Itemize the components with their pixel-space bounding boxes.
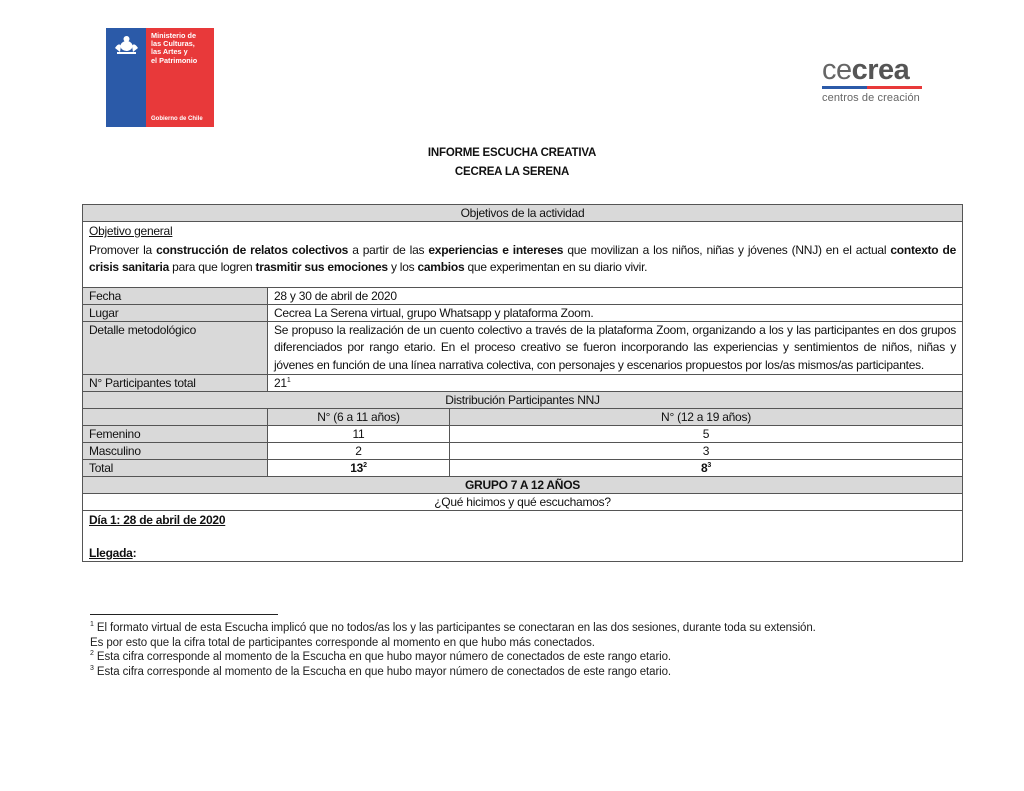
lugar-row: [83, 305, 963, 322]
objective-text: [89, 242, 956, 276]
cecrea-wordmark-light: ce: [822, 54, 852, 86]
total-value: 13: [350, 460, 364, 475]
lugar-value: Cecrea La Serena virtual, grupo Whatsapp y plataforma Zoom.: [268, 305, 963, 322]
total-value: 8: [700, 460, 708, 475]
day-label: Día 1: 28 de abril de 2020: [89, 512, 226, 527]
objective-emphasis: contexto de crisis sanitaria: [89, 243, 956, 274]
coat-of-arms-icon: [113, 34, 140, 56]
table-row: [83, 425, 963, 442]
table-row: [83, 442, 963, 459]
cell-value: 3: [450, 442, 963, 459]
total-row: [83, 459, 963, 476]
document-title: INFORME ESCUCHA CREATIVA: [427, 147, 597, 159]
objective-fragment: que movilizan a los niños, niñas y jóvenes (NNJ) en el actual: [563, 243, 891, 257]
document-subtitle: CECREA LA SERENA: [454, 166, 570, 178]
objectives-header: Objetivos de la actividad: [83, 205, 963, 222]
group-header: GRUPO 7 A 12 AÑOS: [83, 476, 963, 493]
ministry-logo-blue-panel: [106, 28, 146, 127]
footnote-mark: 3: [90, 664, 94, 672]
cecrea-wordmark: [822, 55, 922, 85]
detalle-row: [83, 322, 963, 375]
ministry-name-line: las Culturas,: [151, 39, 195, 49]
cecrea-tagline: centros de creación: [822, 92, 920, 104]
footnote-mark: 2: [90, 650, 94, 658]
participantes-row: [83, 374, 963, 391]
ministry-name-line: el Patrimonio: [151, 55, 198, 65]
fecha-value: 28 y 30 de abril de 2020: [268, 288, 963, 305]
day-content-cell: [83, 510, 963, 561]
distribution-header: Distribución Participantes NNJ: [83, 391, 963, 408]
objective-emphasis: experiencias e intereses: [428, 243, 564, 257]
fecha-label: Fecha: [83, 288, 268, 305]
column-header-12-19: N° (12 a 19 años): [450, 408, 963, 425]
fecha-row: [83, 288, 963, 305]
participantes-value: [268, 374, 963, 391]
objective-row: [83, 222, 963, 288]
objective-emphasis: cambios: [417, 260, 465, 274]
question-header: ¿Qué hicimos y qué escuchamos?: [83, 493, 963, 510]
question-header-row: [83, 493, 963, 510]
day-content-row: [83, 510, 963, 561]
footnotes: [90, 621, 816, 679]
ministry-name-line: las Artes y: [151, 47, 188, 57]
objective-fragment: y los: [387, 260, 418, 274]
participantes-number: 21: [274, 375, 287, 390]
footnote-mark: 1: [90, 621, 94, 629]
total-label: Total: [83, 459, 268, 476]
total-6-11: [268, 459, 450, 476]
objective-fragment: a partir de las: [348, 243, 429, 257]
arrival-colon: :: [132, 545, 137, 560]
total-12-19: [450, 459, 963, 476]
ministry-logo: [106, 28, 214, 127]
group-header-row: [83, 476, 963, 493]
objective-emphasis: trasmitir sus emociones: [255, 260, 388, 274]
footnote-ref: 3: [707, 461, 712, 469]
footnote-text: Esta cifra corresponde al momento de la Escucha en que hubo mayor número de conectados de este rango etario.: [93, 665, 672, 678]
footnote-ref: 1: [286, 376, 291, 384]
cecrea-logo: [822, 55, 922, 104]
objective-fragment: para que logren: [169, 260, 256, 274]
objective-fragment: Promover la: [89, 243, 157, 257]
detalle-value: Se propuso la realización de un cuento colectivo a través de la plataforma Zoom, organizando a los y las participantes en dos grupos diferenciados por rango etario. En el proceso creativo se fueron incorporando las experiencias y sentimientos de niños, niñas y jóvenes en función de una línea narrativa colectiva, con personajes y escenarios propuestos por los/as mismos/as participantes.: [268, 322, 963, 375]
detalle-label: Detalle metodológico: [83, 322, 268, 375]
objective-cell: [83, 222, 963, 288]
cecrea-flag-bar: [822, 86, 922, 89]
cell-value: 2: [268, 442, 450, 459]
footnote-text: El formato virtual de esta Escucha implicó que no todos/as los y las participantes se conectaran en las dos sesiones, durante toda su extensión.: [93, 622, 816, 634]
cell-value: 11: [268, 425, 450, 442]
footnote: [90, 636, 816, 651]
cell-value: 5: [450, 425, 963, 442]
activity-report-table: [82, 204, 963, 562]
arrival-heading: [89, 545, 956, 561]
cecrea-wordmark-bold: crea: [851, 54, 910, 86]
distribution-columns-row: [83, 408, 963, 425]
lugar-label: Lugar: [83, 305, 268, 322]
section-header-row: [83, 205, 963, 222]
row-label: Masculino: [83, 442, 268, 459]
footnote-text: Esta cifra corresponde al momento de la Escucha en que hubo mayor número de conectados de este rango etario.: [93, 651, 672, 664]
row-label: Femenino: [83, 425, 268, 442]
column-header-6-11: N° (6 a 11 años): [268, 408, 450, 425]
footnote-separator: [90, 614, 278, 615]
gobierno-de-chile-label: Gobierno de Chile: [151, 116, 203, 122]
footnote-ref: 2: [363, 461, 367, 469]
distribution-header-row: [83, 391, 963, 408]
objective-label: Objetivo general: [89, 224, 173, 238]
footnote-text: Es por esto que la cifra total de participantes corresponde al momento en que hubo más conectados.: [90, 636, 595, 649]
objective-emphasis: construcción de relatos colectivos: [156, 243, 349, 257]
objective-fragment: que experimentan en su diario vivir.: [464, 260, 648, 274]
footnote: [90, 621, 816, 636]
distribution-corner: [83, 408, 268, 425]
footnote: [90, 665, 816, 680]
arrival-label: Llegada: [89, 545, 133, 560]
footnote: [90, 650, 816, 665]
ministry-logo-red-panel: [146, 28, 214, 127]
ministry-name-line: Ministerio de: [151, 31, 197, 40]
participantes-label: N° Participantes total: [83, 374, 268, 391]
